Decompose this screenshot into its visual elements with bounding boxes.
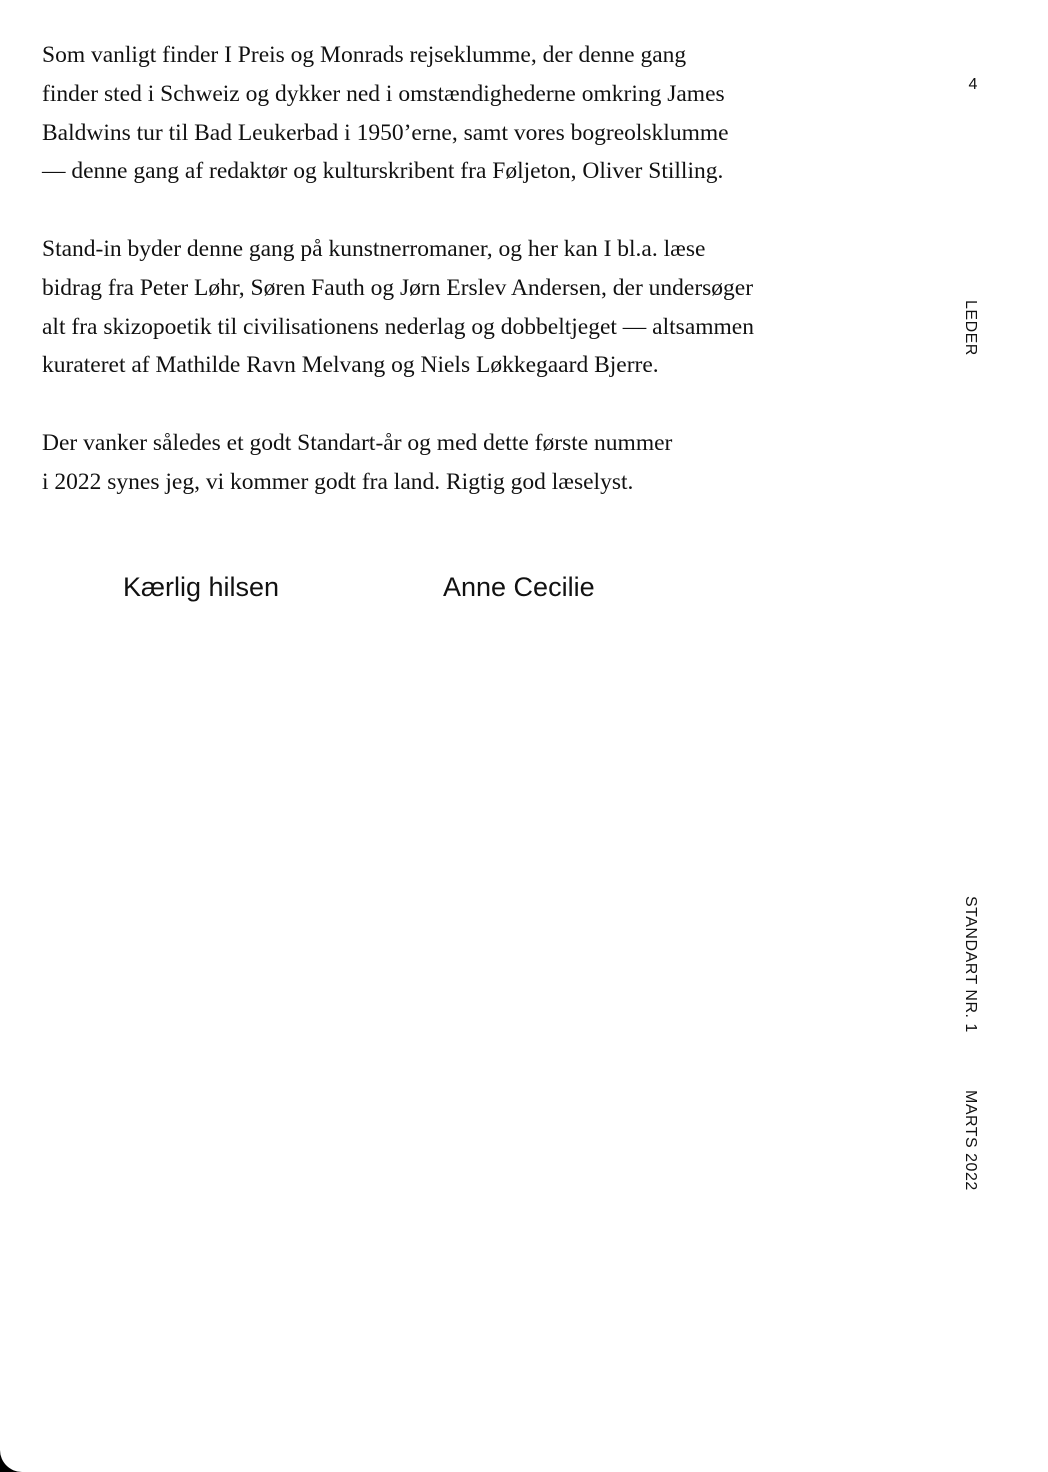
text-line: Som vanligt finder I Preis og Monrads rejseklumme, der denne gang (42, 42, 687, 68)
section-label: LEDER (962, 300, 979, 356)
text-line: Baldwins tur til Bad Leukerbad i 1950’erne, samt vores bogreolsklumme (42, 119, 729, 146)
body-text (42, 36, 872, 540)
signature-name: Anne Cecilie (443, 572, 595, 602)
text-line: Der vanker således et godt Standart-år og med dette første nummer (42, 429, 673, 456)
text-line: alt fra skizopoetik til civilisationens nederlag og dobbeltjeget — altsammen (42, 313, 754, 340)
text-line: kurateret af Mathilde Ravn Melvang og Niels Løkkegaard Bjerre. (42, 352, 659, 379)
paragraph (42, 36, 872, 191)
page-number: 4 (968, 76, 978, 93)
date-label: MARTS 2022 (962, 1090, 979, 1191)
signature-greeting: Kærlig hilsen (123, 572, 280, 602)
text-line: bidrag fra Peter Løhr, Søren Fauth og Jørn Erslev Andersen, der undersøger (42, 274, 754, 301)
text-line: i 2022 synes jeg, vi kommer godt fra land. Rigtig god læselyst. (42, 468, 634, 495)
paragraph (42, 424, 872, 502)
text-line: — denne gang af redaktør og kulturskribent fra Føljeton, Oliver Stilling. (42, 158, 724, 185)
text-line: finder sted i Schweiz og dykker ned i omstændighederne omkring James (42, 80, 725, 107)
issue-label: STANDART NR. 1 (962, 896, 979, 1033)
text-line: Stand-in byder denne gang på kunstnerromaner, og her kan I bl.a. læse (42, 235, 706, 262)
paragraph (42, 230, 872, 385)
